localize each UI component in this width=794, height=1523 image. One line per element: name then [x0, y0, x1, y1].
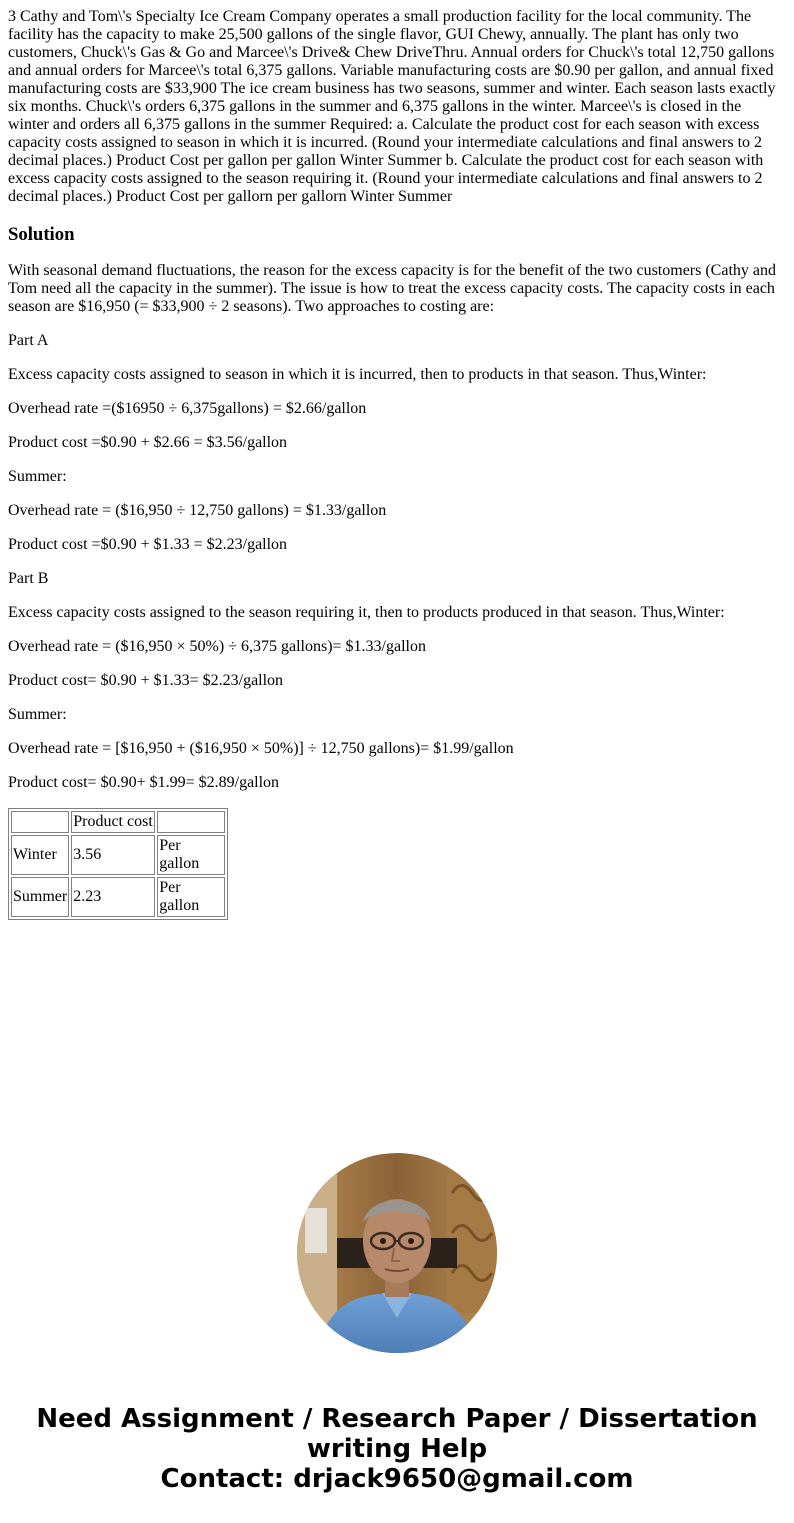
footer-contact-line: Contact: drjack9650@gmail.com	[160, 1464, 634, 1494]
table-row	[11, 877, 225, 917]
author-photo	[297, 1153, 497, 1353]
table-header-cell: Product cost	[71, 811, 155, 833]
table-cell: Per gallon	[157, 835, 225, 875]
solution-paragraph: Overhead rate = ($16,950 × 50%) ÷ 6,375 gallons)= $1.33/gallon	[8, 638, 426, 655]
table-cell: Summer	[11, 877, 69, 917]
solution-paragraph: Product cost =$0.90 + $1.33 = $2.23/gallon	[8, 536, 288, 553]
solution-paragraph: Excess capacity costs assigned to season in which it is incurred, then to products in that season. Thus,Winter:	[8, 366, 707, 383]
footer-line: writing Help	[306, 1434, 488, 1464]
table-header-cell	[157, 811, 225, 833]
part-b-label: Part B	[8, 570, 49, 587]
solution-heading: Solution	[8, 224, 75, 245]
solution-paragraph: Product cost =$0.90 + $2.66 = $3.56/gallon	[8, 434, 288, 451]
solution-paragraph: Overhead rate = ($16,950 ÷ 12,750 gallons) = $1.33/gallon	[8, 502, 387, 519]
part-a-label: Part A	[8, 332, 49, 349]
author-portrait-image	[297, 1153, 497, 1353]
contact-footer	[0, 1404, 794, 1494]
solution-paragraph: Summer:	[8, 468, 67, 485]
table-header-cell	[11, 811, 69, 833]
table-cell: Winter	[11, 835, 69, 875]
table-cell: 3.56	[71, 835, 155, 875]
solution-paragraph: Overhead rate = [$16,950 + ($16,950 × 50%)] ÷ 12,750 gallons)= $1.99/gallon	[8, 740, 514, 757]
table-header-row	[11, 811, 225, 833]
solution-paragraph: Excess capacity costs assigned to the season requiring it, then to products produced in that season. Thus,Winter:	[8, 604, 725, 621]
solution-paragraph: Overhead rate =($16950 ÷ 6,375gallons) = $2.66/gallon	[8, 400, 367, 417]
solution-paragraph: With seasonal demand fluctuations, the reason for the excess capacity is for the benefit of the two customers (Cathy and Tom need all the capacity in the summer). The issue is how to treat the excess capacity costs. The capacity costs in each season are $16,950 (= $33,900 ÷ 2 seasons). Two approaches to costing are:	[8, 262, 776, 315]
solution-paragraph: Summer:	[8, 706, 67, 723]
footer-line: Need Assignment / Research Paper / Dissertation	[36, 1404, 758, 1434]
table-cell: Per gallon	[157, 877, 225, 917]
solution-paragraph: Product cost= $0.90 + $1.33= $2.23/gallon	[8, 672, 284, 689]
solution-paragraph: Product cost= $0.90+ $1.99= $2.89/gallon	[8, 774, 280, 791]
question-text: 3 Cathy and Tom\'s Specialty Ice Cream Company operates a small production facility for the local community. The facility has the capacity to make 25,500 gallons of the single flavor, GUI Chewy, annually. The plant has only two customers, Chuck\'s Gas & Go and Marcee\'s Drive& Chew DriveThru. Annual orders for Chuck\'s total 12,750 gallons and annual orders for Marcee\'s total 6,375 gallons. Variable manufacturing costs are $0.90 per gallon, and annual fixed manufacturing costs are $33,900 The ice cream business has two seasons, summer and winter. Each season lasts exactly six months. Chuck\'s orders 6,375 gallons in the summer and 6,375 gallons in the winter. Marcee\'s is closed in the winter and orders all 6,375 gallons in the summer Required: a. Calculate the product cost for each season with excess capacity costs assigned to season in which it is incurred. (Round your intermediate calculations and final answers to 2 decimal places.) Product Cost per gallon per gallon Winter Summer b. Calculate the product cost for each season with excess capacity costs assigned to the season requiring it. (Round your intermediate calculations and final answers to 2 decimal places.) Product Cost per gallorn per gallorn Winter Summer	[8, 8, 776, 205]
table-row	[11, 835, 225, 875]
table-cell: 2.23	[71, 877, 155, 917]
product-cost-table	[8, 808, 228, 920]
